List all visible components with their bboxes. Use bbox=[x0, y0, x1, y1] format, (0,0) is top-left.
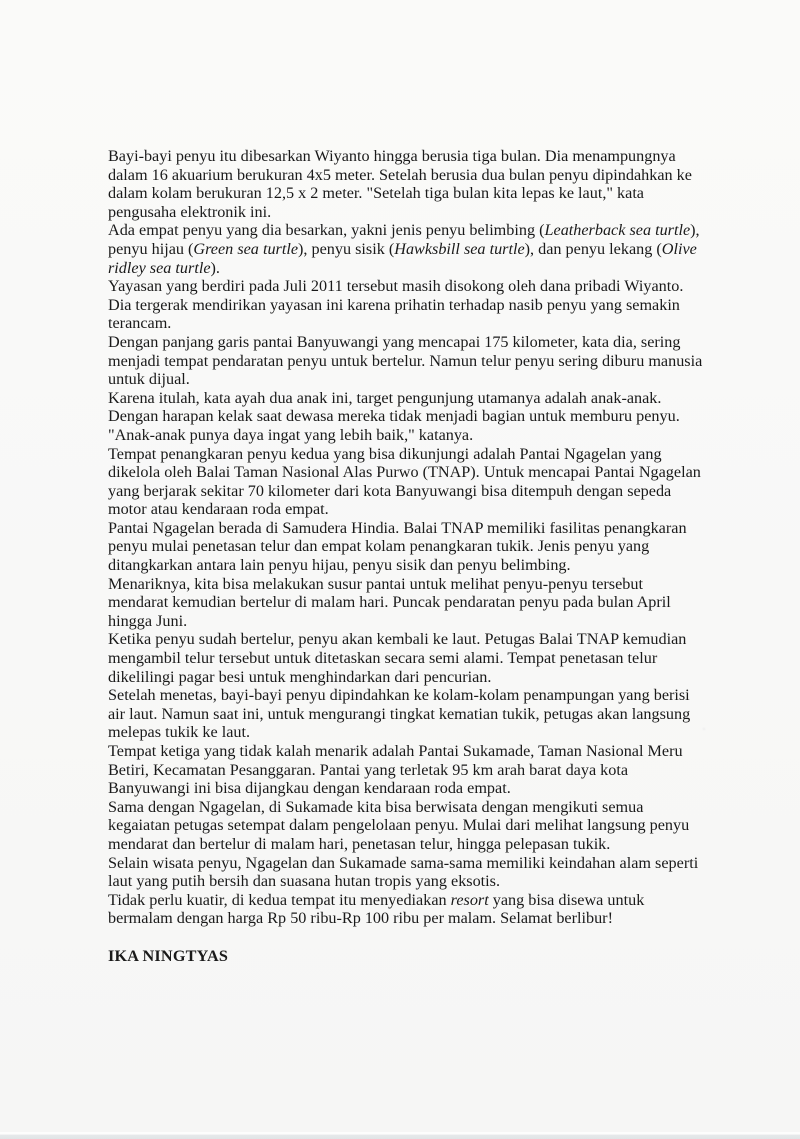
text-segment: Sama dengan Ngagelan, di Sukamade kita bisa berwisata dengan mengikuti semua kegaiatan petugas setempat dalam pengelolaan penyu. Mulai dari melihat langsung penyu mendarat dan bertelur di malam hari, penetasan telur, hingga pelepasan tukik. bbox=[108, 797, 690, 853]
paragraph bbox=[108, 445, 703, 519]
text-segment: ), dan penyu lekang ( bbox=[524, 239, 662, 258]
paragraph bbox=[108, 221, 703, 277]
text-segment: Setelah menetas, bayi-bayi penyu dipindahkan ke kolam-kolam penampungan yang berisi air laut. Namun saat ini, untuk mengurangi tingkat kematian tukik, petugas akan langsung melepas tukik ke laut. bbox=[108, 686, 691, 742]
paragraph bbox=[108, 630, 703, 686]
paragraph bbox=[108, 854, 703, 891]
text-segment: Karena itulah, kata ayah dua anak ini, target pengunjung utamanya adalah anak-anak. Dengan harapan kelak saat dewasa mereka tidak menjadi bagian untuk memburu penyu. "Anak-anak punya daya ingat yang lebih baik," katanya. bbox=[108, 388, 680, 444]
article-body bbox=[108, 147, 703, 928]
paragraph bbox=[108, 389, 703, 445]
paragraph bbox=[108, 798, 703, 854]
text-segment: Dengan panjang garis pantai Banyuwangi yang mencapai 175 kilometer, kata dia, sering menjadi tempat pendaratan penyu untuk bertelur. Namun telur penyu sering diburu manusia untuk dijual. bbox=[108, 332, 703, 389]
paragraph bbox=[108, 277, 703, 333]
text-segment: Ada empat penyu yang dia besarkan, yakni jenis penyu belimbing ( bbox=[108, 221, 545, 240]
text-segment: Selain wisata penyu, Ngagelan dan Sukamade sama-sama memiliki keindahan alam seperti laut yang putih bersih dan suasana hutan tropis yang eksotis. bbox=[108, 853, 699, 891]
text-segment: Yayasan yang berdiri pada Juli 2011 tersebut masih disokong oleh dana pribadi Wiyanto. Dia tergerak mendirikan yayasan ini karena prihatin terhadap nasib penyu yang semakin terancam. bbox=[108, 277, 684, 333]
italic-term: Leatherback sea turtle bbox=[544, 221, 691, 240]
paragraph bbox=[108, 575, 703, 631]
paragraph bbox=[108, 891, 703, 928]
italic-term: resort bbox=[450, 890, 489, 909]
italic-term: Olive ridley sea turtle bbox=[108, 239, 697, 277]
text-segment: Tempat ketiga yang tidak kalah menarik adalah Pantai Sukamade, Taman Nasional Meru Betiri, Kecamatan Pesanggaran. Pantai yang terletak 95 km arah barat daya kota Banyuwangi ini bisa dijangkau dengan kendaraan roda empat. bbox=[108, 742, 683, 798]
text-segment: yang bisa disewa untuk bermalam dengan harga Rp 50 ribu-Rp 100 ribu per malam. Selamat berlibur! bbox=[108, 890, 645, 928]
italic-term: Hawksbill sea turtle bbox=[394, 239, 525, 258]
text-segment: ), penyu sisik ( bbox=[298, 239, 395, 258]
text-segment: ). bbox=[210, 258, 220, 277]
text-segment: Menariknya, kita bisa melakukan susur pantai untuk melihat penyu-penyu tersebut mendarat kemudian bertelur di malam hari. Puncak pendaratan penyu pada bulan April hingga Juni. bbox=[108, 574, 671, 630]
text-block bbox=[108, 147, 703, 966]
text-segment: Pantai Ngagelan berada di Samudera Hindia. Balai TNAP memiliki fasilitas penangkaran penyu mulai penetasan telur dan empat kolam penangkaran tukik. Jenis penyu yang ditangkarkan antara lain penyu hijau, penyu sisik dan penyu belimbing. bbox=[108, 518, 687, 575]
paragraph bbox=[108, 333, 703, 389]
text-segment: Ketika penyu sudah bertelur, penyu akan kembali ke laut. Petugas Balai TNAP kemudian mengambil telur tersebut untuk ditetaskan secara semi alami. Tempat penetasan telur dikelilingi pagar besi untuk menghindarkan dari pencurian. bbox=[108, 630, 687, 686]
paragraph bbox=[108, 147, 703, 221]
author-signature: IKA NINGTYAS bbox=[108, 946, 229, 965]
text-segment: Tempat penangkaran penyu kedua yang bisa dikunjungi adalah Pantai Ngagelan yang dikelola oleh Balai Taman Nasional Alas Purwo (TNAP). Untuk mencapai Pantai Ngagelan yang berjarak sekitar 70 kilometer dari kota Banyuwangi bisa ditempuh dengan sepeda motor atau kendaraan roda empat. bbox=[108, 444, 701, 519]
text-segment: ), penyu hijau ( bbox=[108, 221, 700, 258]
paragraph bbox=[108, 519, 703, 575]
italic-term: Green sea turtle bbox=[193, 239, 299, 258]
text-segment: Tidak perlu kuatir, di kedua tempat itu menyediakan bbox=[108, 890, 451, 909]
scan-bottom-edge bbox=[0, 1132, 800, 1139]
paragraph bbox=[108, 686, 703, 742]
text-segment: Bayi-bayi penyu itu dibesarkan Wiyanto hingga berusia tiga bulan. Dia menampungnya dalam 16 akuarium berukuran 4x5 meter. Setelah berusia dua bulan penyu dipindahkan ke dalam kolam berukuran 12,5 x 2 meter. "Setelah tiga bulan kita lepas ke laut," kata pengusaha elektronik ini. bbox=[108, 147, 692, 221]
paragraph bbox=[108, 742, 703, 798]
